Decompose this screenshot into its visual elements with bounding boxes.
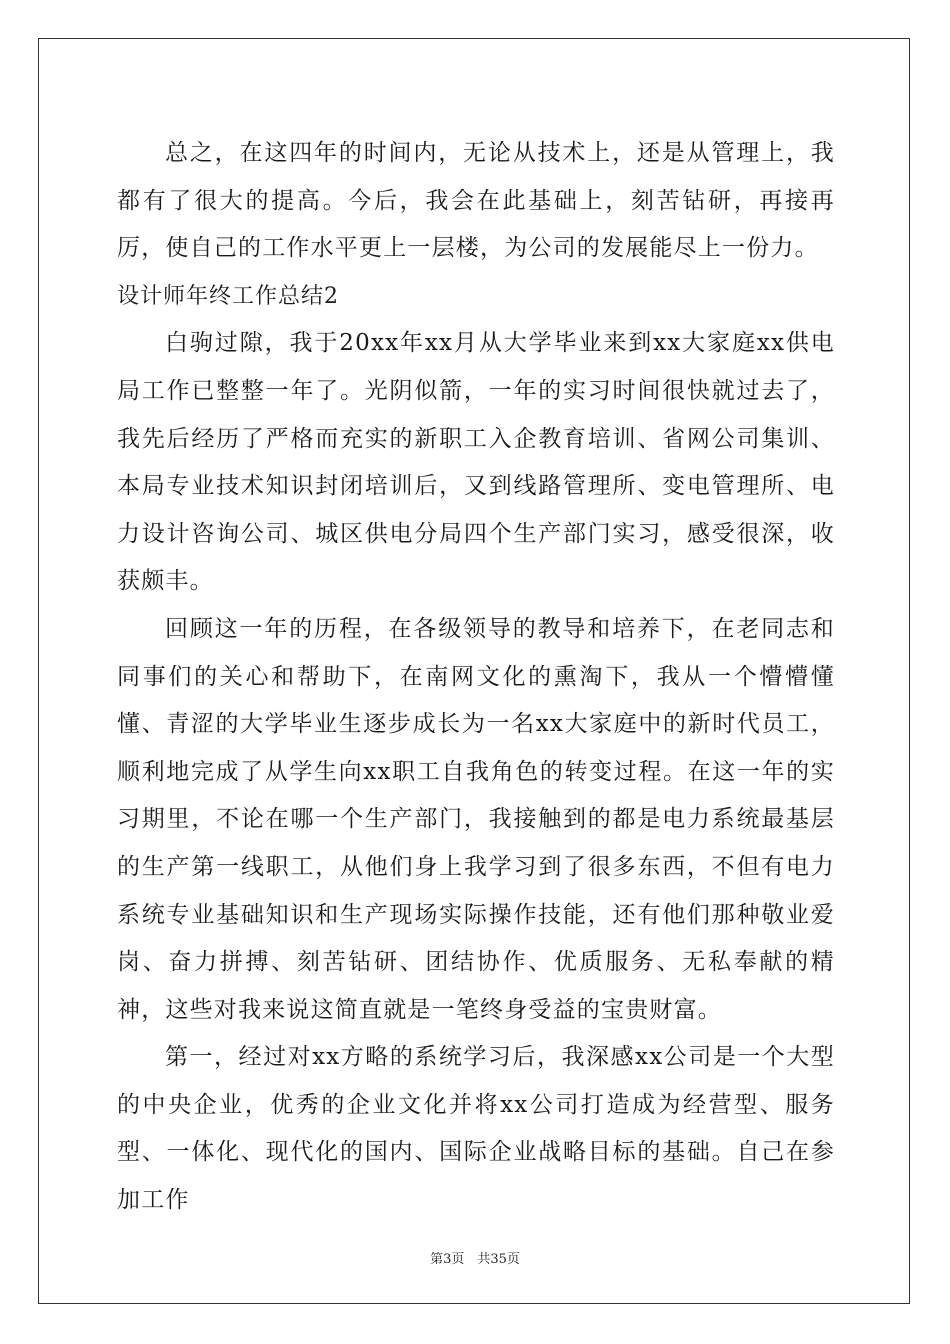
paragraph-review: 回顾这一年的历程，在各级领导的教导和培养下，在老同志和同事们的关心和帮助下，在南网文化的熏淘下，我从一个懵懵懂懂、青涩的大学毕业生逐步成长为一名xx大家庭中的新时代员工，顺利地完成了从学生向xx职工自我角色的转变过程。在这一年的实习期里，不论在哪一个生产部门，我接触到的都是电力系统最基层的生产第一线职工，从他们身上我学习到了很多东西，不但有电力系统专业基础知识和生产现场实际操作技能，还有他们那种敬业爱岗、奋力拼搏、刻苦钻研、团结协作、优质服务、无私奉献的精神，这些对我来说这简直就是一笔终身受益的宝贵财富。 xyxy=(117,615,835,1023)
paragraph-conclusion: 总之，在这四年的时间内，无论从技术上，还是从管理上，我都有了很大的提高。今后，我会在此基础上，刻苦钻研，再接再厉，使自己的工作水平更上一层楼，为公司的发展能尽上一份力。 xyxy=(117,140,835,262)
document-body xyxy=(117,130,835,1225)
page-number-text: 第3页 共35页 xyxy=(430,1252,520,1267)
page-footer xyxy=(0,1248,950,1267)
paragraph-intro: 白驹过隙，我于20xx年xx月从大学毕业来到xx大家庭xx供电局工作已整整一年了。光阴似箭，一年的实习时间很快就过去了，我先后经历了严格而充实的新职工入企教育培训、省网公司集训、本局专业技术知识封闭培训后，又到线路管理所、变电管理所、电力设计咨询公司、城区供电分局四个生产部门实习，感受很深，收获颇丰。 xyxy=(117,330,835,595)
section-heading: 设计师年终工作总结2 xyxy=(117,283,339,309)
paragraph-first-point: 第一，经过对xx方略的系统学习后，我深感xx公司是一个大型的中央企业，优秀的企业文化并将xx公司打造成为经营型、服务型、一体化、现代化的国内、国际企业战略目标的基础。自己在参加工作 xyxy=(117,1044,835,1214)
